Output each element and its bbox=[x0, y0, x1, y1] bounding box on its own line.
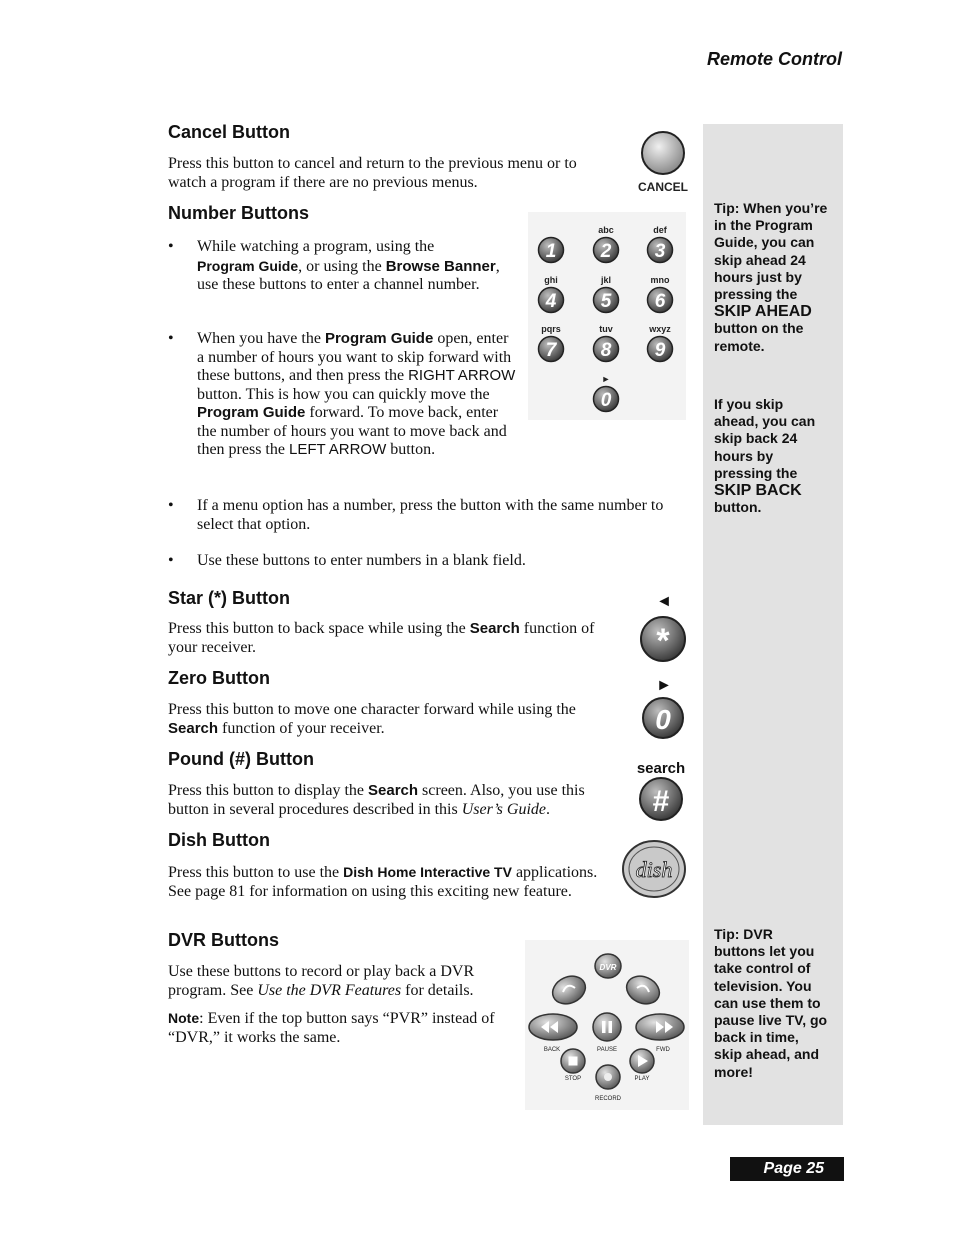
keypad-letters: ghi bbox=[544, 275, 558, 285]
keypad-letters: jkl bbox=[600, 275, 612, 285]
cancel-body: Press this button to cancel and return to the previous menu or to watch a program if there are no previous menus. bbox=[168, 155, 577, 191]
keypad-digit: 0 bbox=[600, 390, 612, 411]
cancel-heading: Cancel Button bbox=[168, 122, 291, 142]
bullet-dot: • bbox=[168, 238, 174, 255]
cancel-icon-label: CANCEL bbox=[638, 180, 688, 194]
number-bullet-2-text: When you have the Program Guide open, enter a number of hours you want to skip forward with these buttons, and then press the RIGHT ARROW button. This is how you can quickly move the Program Guide forward. To move back, enter the number of hours you want to move back and then press the LEFT ARROW button. bbox=[197, 330, 516, 458]
svg-text:STOP: STOP bbox=[564, 1076, 582, 1082]
number-keypad-image bbox=[528, 212, 686, 420]
number-bullet-4 bbox=[168, 552, 688, 571]
keypad-key-7 bbox=[539, 324, 564, 362]
number-heading: Number Buttons bbox=[168, 203, 309, 223]
dish-heading: Dish Button bbox=[168, 830, 270, 850]
star-body: Press this button to back space while using the Search function of your receiver. bbox=[168, 620, 595, 656]
right-arrow-icon: ► bbox=[656, 677, 672, 694]
record-button bbox=[595, 1065, 622, 1102]
pound-glyph: # bbox=[652, 785, 670, 818]
keypad-digit: 1 bbox=[545, 241, 557, 262]
sidebar-tip-2: If you skip ahead, you can skip back 24 hours by pressing the SKIP BACK button. bbox=[714, 396, 816, 516]
number-bullet-1 bbox=[168, 238, 513, 295]
keypad-letters: abc bbox=[598, 225, 614, 235]
page-number: Page 25 bbox=[730, 1157, 844, 1181]
number-bullet-1-text: While watching a program, using the Program Guide, or using the Browse Banner, use these buttons to enter a channel number. bbox=[197, 238, 500, 293]
dish-body: Press this button to use the Dish Home Interactive TV applications. See page 81 for information on using this exciting new feature. bbox=[168, 864, 598, 900]
dvr-buttons-image bbox=[525, 940, 689, 1110]
svg-text:PLAY: PLAY bbox=[634, 1076, 650, 1082]
svg-text:DVR: DVR bbox=[599, 963, 617, 972]
search-label: search bbox=[636, 760, 686, 777]
zero-body: Press this button to move one character forward while using the Search function of your receiver. bbox=[168, 701, 576, 737]
keypad-digit: 3 bbox=[654, 241, 666, 262]
keypad-digit: 5 bbox=[600, 291, 612, 312]
pound-heading: Pound (#) Button bbox=[168, 749, 314, 769]
sidebar-tip-1: Tip: When you’re in the Program Guide, you can skip ahead 24 hours just by pressing the SKIP AHEAD button on the remote. bbox=[714, 200, 828, 354]
keypad-letters: mno bbox=[650, 275, 670, 285]
dvr-note: Note: Even if the top button says “PVR” instead of “DVR,” it works the same. bbox=[168, 1010, 495, 1046]
keypad-digit: 8 bbox=[600, 340, 612, 361]
star-button-image bbox=[634, 588, 690, 664]
left-arrow-icon: ◄ bbox=[656, 593, 672, 610]
dish-logo-text: dish bbox=[635, 857, 673, 882]
keypad-key-9 bbox=[648, 324, 673, 362]
dish-button-image bbox=[620, 838, 688, 900]
keypad-letters: pqrs bbox=[541, 324, 561, 334]
keypad-digit: 2 bbox=[600, 241, 612, 262]
dvr-heading: DVR Buttons bbox=[168, 930, 279, 950]
star-glyph: * bbox=[656, 622, 670, 660]
number-bullet-4-text: Use these buttons to enter numbers in a blank field. bbox=[197, 552, 526, 569]
pause-button bbox=[593, 1013, 621, 1053]
keypad-digit: 7 bbox=[545, 340, 557, 361]
keypad-digit: 9 bbox=[654, 340, 666, 361]
cancel-circle-icon bbox=[642, 132, 684, 174]
dvr-top-button bbox=[595, 954, 621, 978]
pound-button-image bbox=[630, 756, 694, 826]
zero-glyph: 0 bbox=[655, 704, 671, 735]
number-bullet-2 bbox=[168, 330, 517, 460]
zero-heading: Zero Button bbox=[168, 668, 270, 688]
pound-body: Press this button to display the Search screen. Also, you use this button in several procedures described in this User’s Guide. bbox=[168, 782, 585, 818]
svg-text:RECORD: RECORD bbox=[594, 1096, 622, 1102]
number-bullet-3 bbox=[168, 497, 688, 534]
svg-text:BACK: BACK bbox=[543, 1047, 561, 1053]
bullet-dot: • bbox=[168, 330, 174, 347]
keypad-key-6 bbox=[648, 275, 673, 313]
keypad-key-1 bbox=[539, 238, 564, 263]
page-header: Remote Control bbox=[707, 49, 842, 69]
star-heading: Star (*) Button bbox=[168, 588, 290, 608]
dvr-body: Use these buttons to record or play back a DVR program. See Use the DVR Features for details. bbox=[168, 963, 475, 999]
cancel-button-image bbox=[632, 128, 694, 198]
keypad-letters: ► bbox=[601, 374, 611, 384]
sidebar-tip-3: Tip: DVR buttons let you take control of television. You can use them to pause live TV, go back in time, skip ahead, and more! bbox=[714, 926, 828, 1080]
keypad-letters: def bbox=[653, 225, 667, 235]
number-bullet-3-text: If a menu option has a number, press the button with the same number to select that option. bbox=[197, 497, 664, 533]
zero-button-image bbox=[634, 672, 690, 744]
keypad-digit: 6 bbox=[654, 291, 666, 312]
keypad-letters: wxyz bbox=[649, 324, 671, 334]
svg-text:PAUSE: PAUSE bbox=[597, 1047, 617, 1053]
svg-text:FWD: FWD bbox=[656, 1047, 670, 1053]
bullet-dot: • bbox=[168, 497, 174, 514]
bullet-dot: • bbox=[168, 552, 174, 569]
keypad-digit: 4 bbox=[545, 291, 557, 312]
keypad-letters: tuv bbox=[599, 324, 613, 334]
